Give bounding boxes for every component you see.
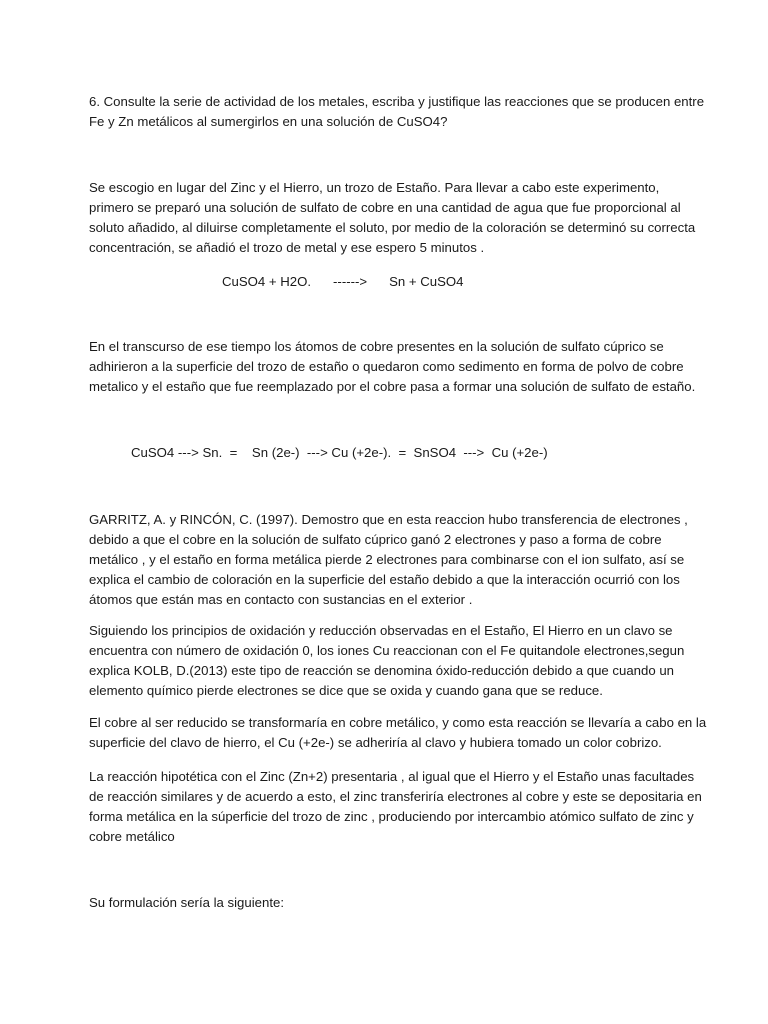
text-line: Fe y Zn metálicos al sumergirlos en una solución de CuSO4? <box>89 114 448 129</box>
text-line: adhirieron a la superficie del trozo de estaño o quedaron como sedimento en forma de polvo de cobre <box>89 359 684 374</box>
text-line: 6. Consulte la serie de actividad de los metales, escriba y justifique las reacciones que se producen entre <box>89 94 705 109</box>
equation-2: CuSO4 ---> Sn. = Sn (2e-) ---> Cu (+2e-). = SnSO4 ---> Cu (+2e-) <box>131 445 548 460</box>
text-line: de reacción similares y de acuerdo a esto, el zinc transferiría electrones al cobre y este se depositaria en <box>89 789 702 804</box>
text-line: GARRITZ, A. y RINCÓN, C. (1997). Demostro que en esta reaccion hubo transferencia de electrones , <box>89 512 688 527</box>
text-line: La reacción hipotética con el Zinc (Zn+2) presentaria , al igual que el Hierro y el Estaño unas facultades <box>89 769 695 784</box>
question-paragraph <box>89 92 705 132</box>
text-line: encuentra con número de oxidación 0, los iones Cu reaccionan con el Fe quitandole electrones,segun <box>89 643 685 658</box>
text-line: elemento químico pierde electrones se dice que se oxida y cuando gana que se reduce. <box>89 683 603 698</box>
oxidation-paragraph <box>89 621 685 701</box>
reference-paragraph <box>89 510 688 610</box>
copper-paragraph <box>89 713 707 753</box>
text-line: metálico , y el estaño en forma metálica pierde 2 electrones para combinarse con el ion sulfato, así se <box>89 552 685 567</box>
text-line: Su formulación sería la siguiente: <box>89 895 284 910</box>
text-line: átomos que están mas en contacto con sustancias en el exterior . <box>89 592 473 607</box>
text-line: forma metálica en la súperficie del trozo de zinc , produciendo por intercambio atómico sulfato de zinc y <box>89 809 694 824</box>
observation-paragraph <box>89 337 696 397</box>
text-line: El cobre al ser reducido se transformaría en cobre metálico, y como esta reacción se llevaría a cabo en la <box>89 715 707 730</box>
text-line: En el transcurso de ese tiempo los átomos de cobre presentes en la solución de sulfato cúprico se <box>89 339 664 354</box>
text-line: explica KOLB, D.(2013) este tipo de reacción se denomina óxido-reducción debido a que cuando un <box>89 663 675 678</box>
text-line: primero se preparó una solución de sulfato de cobre en una cantidad de agua que fue proporcional al <box>89 200 681 215</box>
equation-1: CuSO4 + H2O. ------> Sn + CuSO4 <box>222 274 464 289</box>
text-line: explica el cambio de coloración en la superficie del estaño debido a que la interacción ocurrió con los <box>89 572 680 587</box>
text-line: metalico y el estaño que fue reemplazado por el cobre pasa a formar una solución de sulfato de estaño. <box>89 379 696 394</box>
text-line: Siguiendo los principios de oxidación y reducción observadas en el Estaño, El Hierro en un clavo se <box>89 623 673 638</box>
zinc-paragraph <box>89 767 702 847</box>
text-line: concentración, se añadió el trozo de metal y ese espero 5 minutos . <box>89 240 485 255</box>
formulation-paragraph <box>89 893 681 913</box>
text-line: soluto añadido, al diluirse completamente el soluto, por medio de la coloración se determinó su correcta <box>89 220 696 235</box>
text-line: cobre metálico <box>89 829 175 844</box>
experiment-paragraph <box>89 178 696 258</box>
text-line: Se escogio en lugar del Zinc y el Hierro, un trozo de Estaño. Para llevar a cabo este experimento, <box>89 180 660 195</box>
text-line: superficie del clavo de hierro, el Cu (+2e-) se adheriría al clavo y hubiera tomado un color cobrizo. <box>89 735 662 750</box>
text-line: debido a que el cobre en la solución de sulfato cúprico ganó 2 electrones y paso a forma de cobre <box>89 532 662 547</box>
